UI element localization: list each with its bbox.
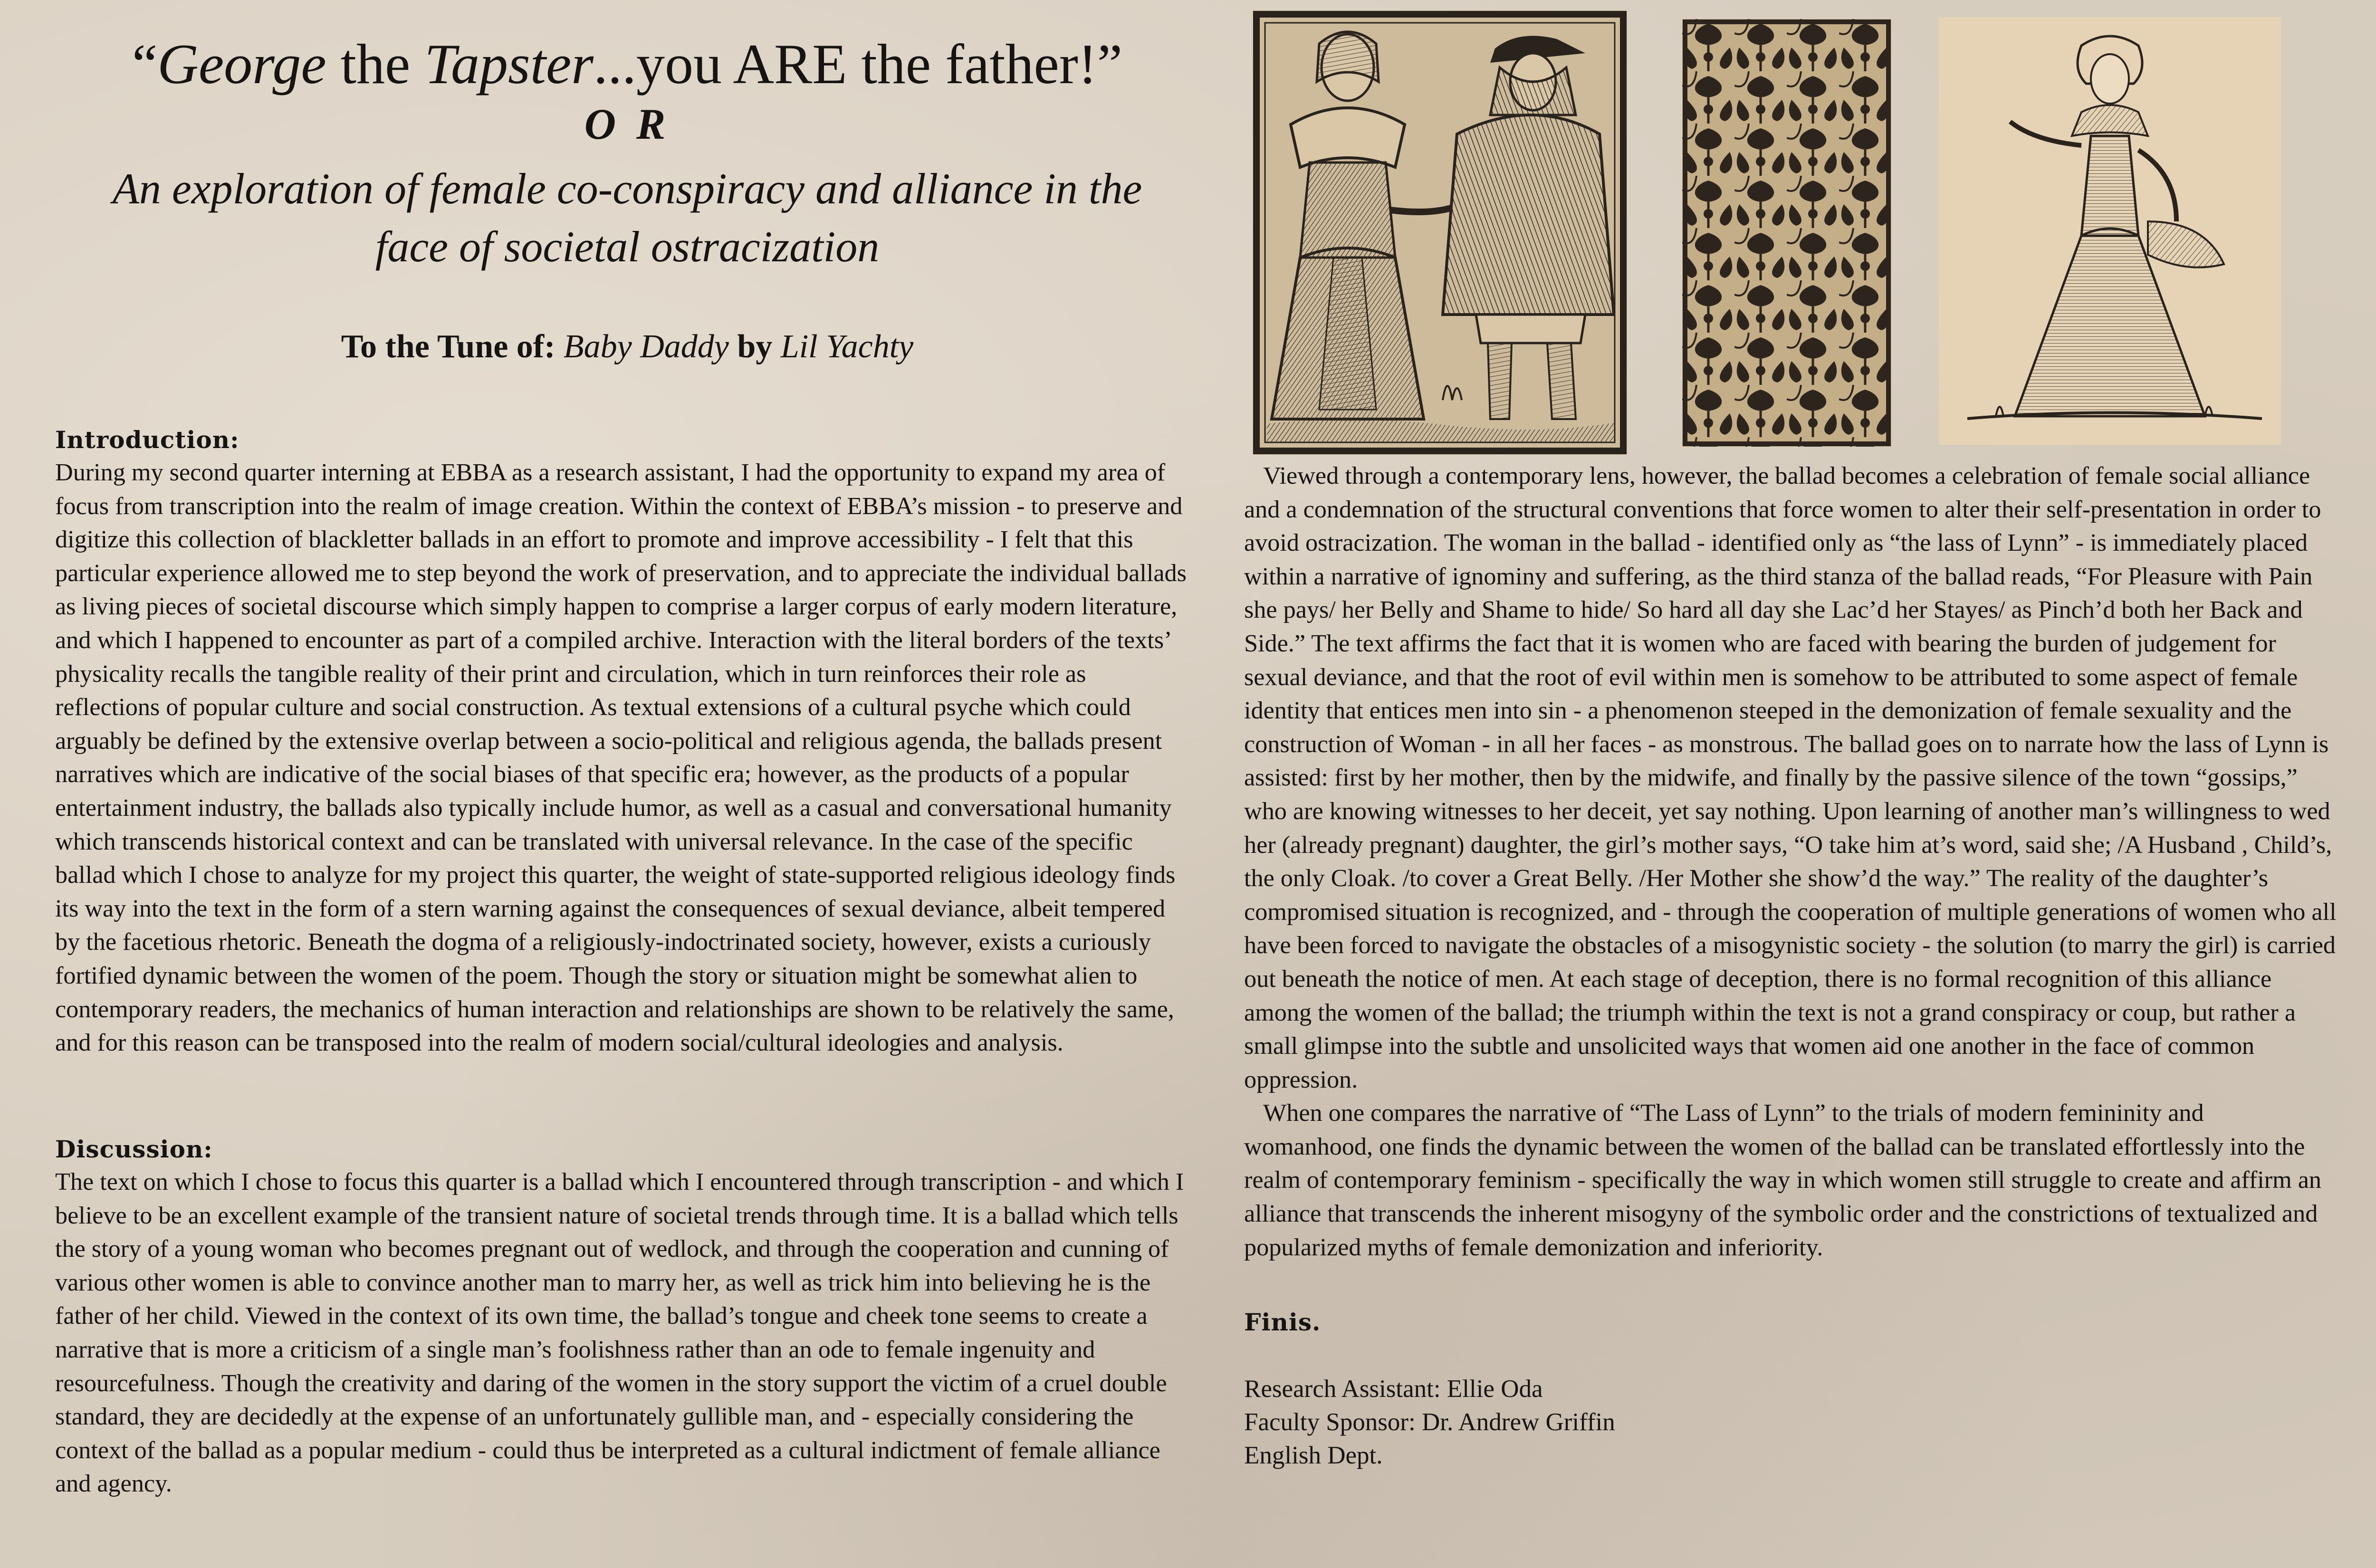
- lady-woodcut-icon: [1939, 17, 2281, 445]
- introduction-section: [55, 424, 1196, 1060]
- introduction-text: During my second quarter interning at EBBA as a research assistant, I had the opportunity to expand my area of focus from transcription into the realm of image creation. Within the context of EBBA’s mission - to preserve and digitize this collection of blackletter ballads in an effort to promote and improve accessibility - I felt that this particular experience allowed me to step beyond the work of preservation, and to appreciate the individual ballads as living pieces of societal discourse which simply happen to comprise a larger corpus of early modern literature, and which I happened to encounter as part of a compiled archive. Interaction with the literal borders of the texts’ physicality recalls the tangible reality of their print and circulation, which in turn reinforces their role as reflections of popular culture and social construction. As textual extensions of a cultural psyche which could arguably be defined by the extensive overlap between a socio-political and religious agenda, the ballads present narratives which are indicative of the social biases of that specific era; however, as the products of a popular entertainment industry, the ballads also typically include humor, as well as a casual and conversational humanity which transcends historical context and can be translated with universal relevance. In the case of the specific ballad which I chose to analyze for my project this quarter, the weight of state-supported religious ideology finds its way into the text in the form of a stern warning against the consequences of sexual deviance, albeit tempered by the facetious rhetoric. Beneath the dogma of a religiously-indoctrinated society, however, exists a curiously fortified dynamic between the women of the poem. Though the story or situation might be somewhat alien to contemporary readers, the mechanics of human interaction and relationships are shown to be relatively the same, and for this reason can be transposed into the realm of modern social/cultural ideologies and analysis.: [55, 459, 1187, 1057]
- title-george: George: [157, 32, 326, 96]
- title-quote: “: [132, 32, 158, 96]
- introduction-heading: Introduction:: [55, 426, 240, 454]
- lady-woodcut-image: [1939, 17, 2281, 445]
- analysis-section: [1244, 459, 2337, 1472]
- floral-border-woodcut-image: [1682, 19, 1891, 447]
- poster-subtitle: An exploration of female co-conspiracy and alliance in the face of societal ostracization: [112, 164, 1142, 271]
- faculty-sponsor-credit: Faculty Sponsor: Dr. Andrew Griffin: [1244, 1408, 1615, 1436]
- couple-woodcut-image: [1253, 10, 1627, 455]
- finis-heading: Finis.: [1244, 1308, 1321, 1337]
- tune-by: by: [737, 328, 773, 365]
- title-rest: ...you ARE the father!”: [594, 32, 1123, 96]
- discussion-heading: Discussion:: [55, 1135, 213, 1163]
- title-or: O R: [584, 100, 671, 148]
- discussion-text: The text on which I chose to focus this quarter is a ballad which I encountered through transcription - and which I believe to be an excellent example of the transient nature of societal trends through time. It is a ballad which tells the story of a young woman who becomes pregnant out of wedlock, and through the cooperation and cunning of various other women is able to convince another man to marry her, as well as trick him into believing he is the father of her child. Viewed in the context of its own time, the ballad’s tongue and cheek tone seems to create a narrative that is more a criticism of a single man’s foolishness rather than an ode to female ingenuity and resourcefulness. Though the creativity and daring of the women in the story support the victim of a cruel double standard, they are decidedly at the expense of an unfortunately gullible man, and - especially considering the context of the ballad as a popular medium - could thus be interpreted as a cultural indictment of female alliance and agency.: [55, 1168, 1184, 1498]
- floral-border-icon: [1682, 19, 1891, 447]
- tune-artist: Lil Yachty: [780, 328, 914, 365]
- credits: [1244, 1372, 2337, 1472]
- tune-line: [48, 325, 1207, 368]
- research-assistant-credit: Research Assistant: Ellie Oda: [1244, 1375, 1543, 1403]
- tune-label: To the Tune of:: [341, 328, 556, 365]
- title-the: the: [326, 32, 425, 96]
- analysis-paragraph-1: Viewed through a contemporary lens, however, the ballad becomes a celebration of female social alliance and a condemnation of the structural conventions that force women to alter their self-presentation in order to avoid ostracization. The woman in the ballad - identified only as “the lass of Lynn” - is immediately placed within a narrative of ignominy and suffering, as the third stanza of the ballad reads, “For Pleasure with Pain she pays/ her Belly and Shame to hide/ So hard all day she Lac’d her Stayes/ as Pinch’d both her Back and Side.” The text affirms the fact that it is women who are faced with bearing the burden of judgement for sexual deviance, and that the root of evil within men is somehow to be attributed to some aspect of female identity that entices men into sin - a phenomenon steeped in the demonization of female sexuality and the construction of Woman - in all her faces - as monstrous. The ballad goes on to narrate how the lass of Lynn is assisted: first by her mother, then by the midwife, and finally by the passive silence of the town “gossips,” who are knowing witnesses to her deceit, yet say nothing. Upon learning of another man’s willingness to wed her (already pregnant) daughter, the girl’s mother says, “O take him at’s word, said she; /A Husband , Child’s, the only Cloak. /to cover a Great Belly. /Her Mother she show’d the way.” The reality of the daughter’s compromised situation is recognized, and - through the cooperation of multiple generations of women who all have been forced to navigate the obstacles of a misogynistic society - the solution (to marry the girl) is carried out beneath the notice of men. At each stage of deception, there is no formal recognition of this alliance among the women of the ballad; the triumph within the text is not a grand conspiracy or coup, but rather a small glimpse into the subtle and unsolicited ways that women aid one another in the face of common oppression.: [1244, 462, 2337, 1093]
- header: [48, 29, 1207, 368]
- couple-woodcut-icon: [1253, 10, 1627, 455]
- analysis-paragraph-2: When one compares the narrative of “The Lass of Lynn” to the trials of modern femininity and womanhood, one finds the dynamic between the women of the ballad can be translated effortlessly into the realm of contemporary feminism - specifically the way in which women still struggle to create and affirm an alliance that transcends the inherent misogyny of the symbolic order and the constrictions of textualized and popularized myths of female demonization and inferiority.: [1244, 1099, 2321, 1261]
- title-tapster: Tapster: [424, 32, 594, 96]
- poster-title: [48, 29, 1207, 100]
- discussion-section: [55, 1134, 1186, 1501]
- tune-song: Baby Daddy: [563, 328, 729, 365]
- department-credit: English Dept.: [1244, 1442, 1383, 1470]
